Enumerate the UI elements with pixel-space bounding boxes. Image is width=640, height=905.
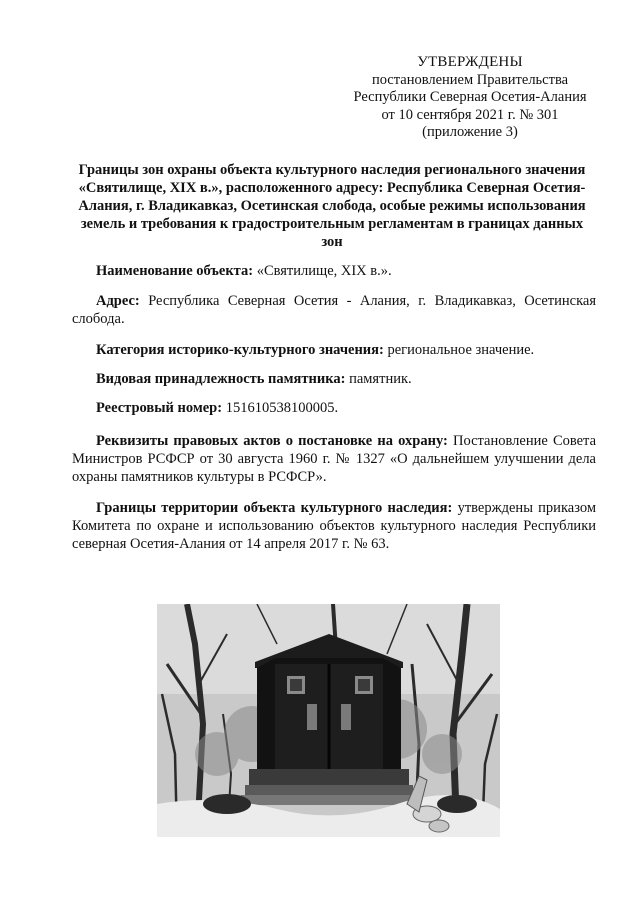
- field-address-value: Республика Северная Осетия - Алания, г. Владикавказ, Осетинская слобода.: [72, 293, 596, 327]
- field-borders-value: утверждены приказом Комитета по охране и использованию объектов культурного наследия Республики северная Осетия-Алания от 14 апреля 2017 г. № 63.: [72, 500, 596, 552]
- field-name-label: Наименование объекта:: [96, 263, 254, 279]
- field-legal-label: Реквизиты правовых актов о постановке на охрану:: [96, 433, 448, 449]
- field-type-label: Видовая принадлежность памятника:: [96, 371, 346, 387]
- shrine-plinth: [249, 769, 409, 785]
- monument-photo-drawing: [157, 604, 500, 837]
- shrine-step-1: [245, 785, 413, 795]
- approval-heading: УТВЕРЖДЕНЫ: [417, 54, 523, 70]
- field-name-value: «Святилище, XIX в.».: [256, 263, 392, 279]
- field-legal-value: Постановление Совета Министров РСФСР от 30 августа 1960 г. № 1327 «О дальнейшем улучшении дела охраны памятников культуры в РСФСР».: [72, 433, 597, 485]
- field-address-label: Адрес:: [96, 293, 140, 309]
- field-category-value: региональное значение.: [387, 342, 535, 358]
- shrine-door-right: [341, 704, 351, 730]
- field-registry: [72, 399, 596, 417]
- approval-line-2: Республики Северная Осетия-Алания: [353, 89, 587, 105]
- shrine-step-2: [241, 795, 417, 805]
- field-registry-label: Реестровый номер:: [96, 400, 223, 416]
- field-borders: [72, 499, 596, 553]
- approval-line-1: постановлением Правительства: [371, 71, 569, 88]
- field-address: [72, 292, 596, 328]
- field-type-value: памятник.: [349, 371, 412, 387]
- approval-line-4: (приложение 3): [422, 124, 518, 140]
- shrine-window-left-inner: [290, 679, 302, 691]
- approval-line-3: от 10 сентября 2021 г. № 301: [381, 106, 559, 123]
- shrine-door-left: [307, 704, 317, 730]
- field-category: [72, 341, 596, 359]
- field-category-label: Категория историко-культурного значения:: [96, 342, 384, 358]
- shrine-window-right-inner: [358, 679, 370, 691]
- photo-stone-2: [429, 820, 449, 832]
- field-legal: [72, 432, 596, 486]
- field-name: [72, 262, 596, 280]
- field-registry-value: 151610538100005.: [225, 400, 339, 416]
- field-type: [72, 370, 596, 388]
- monument-photo: [157, 604, 500, 837]
- approval-block: [330, 54, 610, 142]
- document-title: Границы зон охраны объекта культурного наследия регионального значения «Святилище, XIX в.», расположенного адресу: Республика Северная Осетия-Алания, г. Владикавказ, Осетинская слобода, особые режимы использования земель и требования к градостроительным регламентам в границах данных зон: [78, 162, 586, 250]
- field-borders-label: Границы территории объекта культурного наследия:: [96, 500, 453, 516]
